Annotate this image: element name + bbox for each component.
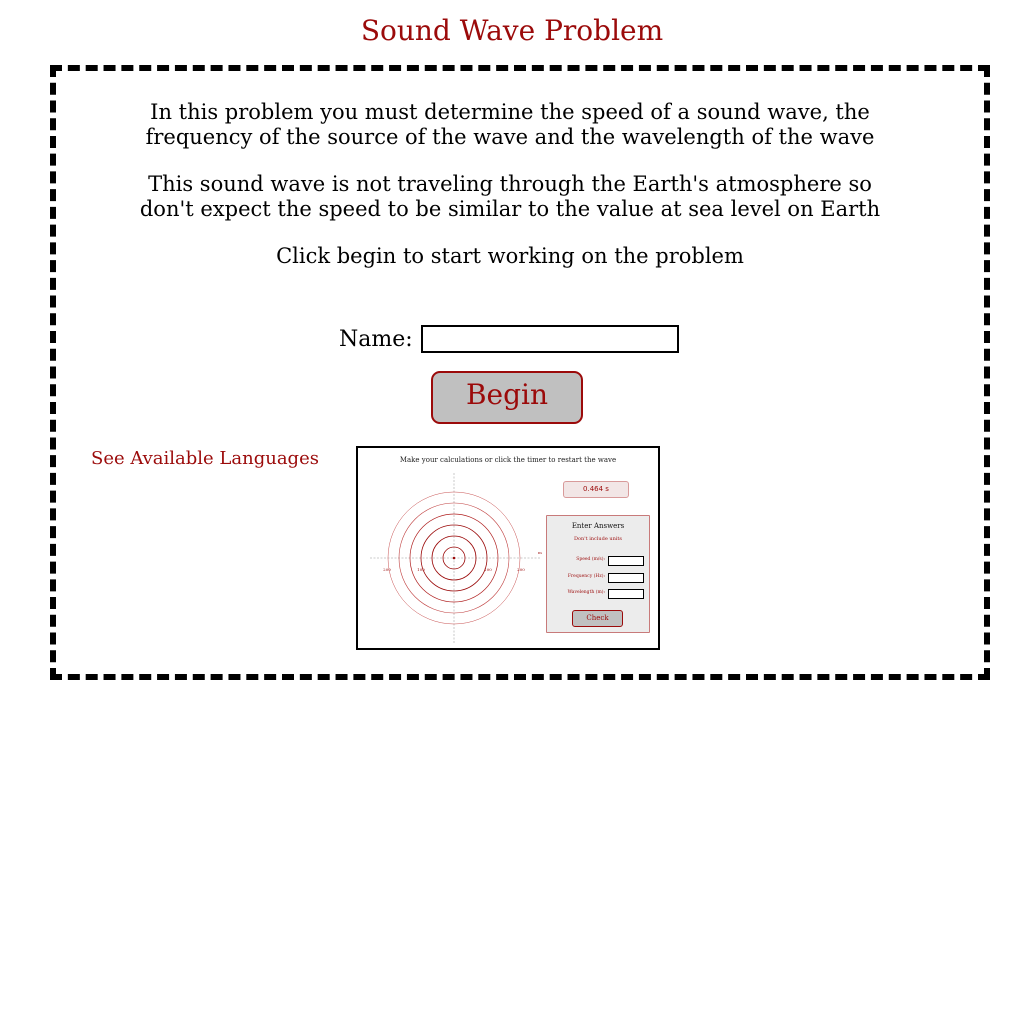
intro-paragraph	[56, 100, 964, 150]
name-input[interactable]	[421, 325, 679, 353]
page-title: Sound Wave Problem	[360, 14, 664, 47]
axis-tick-label: 100	[484, 567, 492, 572]
preview-frequency-label: Frequency (Hz):	[567, 574, 605, 579]
preview-image	[356, 446, 660, 650]
axis-tick-label: 100	[417, 567, 425, 572]
preview-panel-title: Enter Answers	[571, 522, 625, 530]
preview-speed-input	[608, 556, 644, 566]
preview-frequency-input	[608, 573, 644, 583]
begin-button[interactable]: Begin	[431, 371, 583, 424]
preview-panel-note: Don't include units	[573, 536, 622, 542]
preview-answer-panel	[546, 515, 650, 633]
name-label: Name:	[339, 326, 413, 352]
see-available-languages-link[interactable]: See Available Languages	[91, 448, 319, 469]
axis-unit-label: m	[538, 550, 542, 555]
preview-speed-label: Speed (m/s):	[576, 557, 605, 562]
axis-tick-label: 200	[517, 567, 525, 572]
name-row	[339, 324, 679, 354]
warning-text-line: This sound wave is not traveling through the Earth's atmosphere so	[148, 172, 872, 196]
instruction-paragraph: Click begin to start working on the problem	[276, 244, 744, 268]
preview-wavelength-row	[547, 589, 649, 599]
intro-text-line: frequency of the source of the wave and the wavelength of the wave	[145, 125, 875, 149]
intro-box	[50, 65, 990, 680]
preview-header: Make your calculations or click the timer to restart the wave	[399, 456, 617, 464]
preview-check-button: Check	[572, 610, 623, 627]
preview-frequency-row	[547, 573, 649, 583]
source-point	[453, 557, 456, 560]
preview-speed-row	[547, 556, 649, 566]
axis-tick-label: 200	[383, 567, 391, 572]
warning-paragraph	[56, 172, 964, 222]
intro-text-line: In this problem you must determine the speed of a sound wave, the	[150, 100, 870, 124]
warning-text-line: don't expect the speed to be similar to the value at sea level on Earth	[139, 197, 881, 221]
preview-wavelength-input	[608, 589, 644, 599]
preview-timer: 0.464 s	[563, 481, 629, 498]
preview-wavelength-label: Wavelength (m):	[567, 590, 605, 595]
